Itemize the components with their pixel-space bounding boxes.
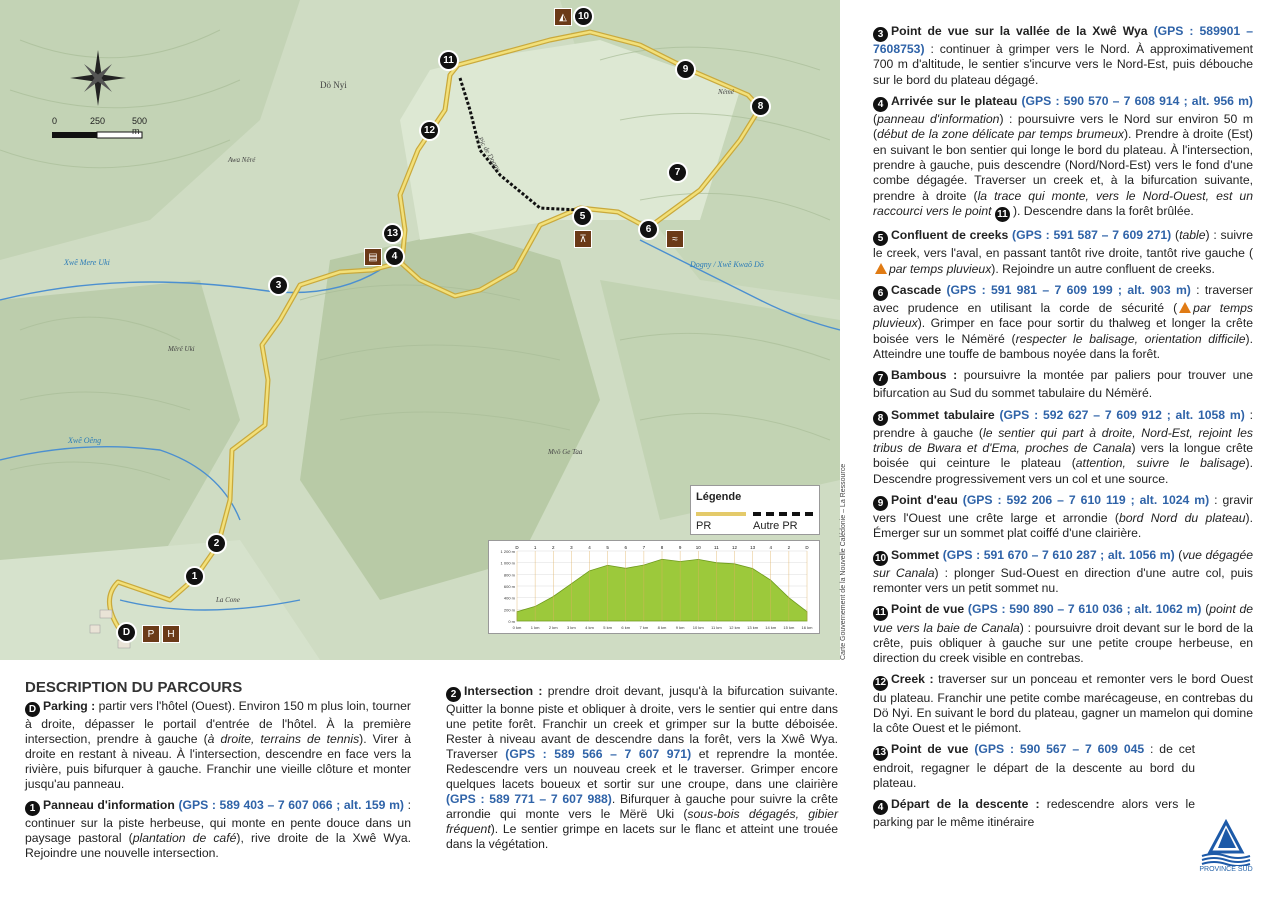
step-6: 6 Cascade (GPS : 591 981 – 7 609 199 ; alt. 903 m) : traverser avec prudence en utilisant la corde de sécurité ( par temps pluvieux). Grimper en face pour sortir du thalweg et longer la crête boisée vers le Némëré (respecter le balisage, orientation difficile). Atteindre une touffe de bambous noyée dans la forêt. bbox=[873, 282, 1253, 361]
profile-x-tick: 7 km bbox=[639, 625, 649, 630]
step-13: 13 Point de vue (GPS : 590 567 – 7 609 045 : de cet endroit, regagner le départ de la descente au bord du plateau. bbox=[873, 742, 1195, 790]
scale-bar bbox=[52, 132, 142, 138]
elevation-profile bbox=[488, 540, 820, 634]
step-1: 1 Panneau d'information (GPS : 589 403 – 7 607 066 ; alt. 159 m) : continuer sur la piste herbeuse, qui monte en pente douce dans un paysage pastoral (plantation de café), rive droite de la Xwê Wya. Rejoindre une nouvelle intersection. bbox=[25, 798, 411, 860]
warning-icon bbox=[1179, 302, 1191, 313]
legend-swatch-autre-pr bbox=[753, 512, 813, 516]
step-5: 5 Confluent de creeks (GPS : 591 587 – 7 609 271) (table) : suivre le creek, vers l'aval, en passant tantôt rive droite, tantôt rive gauche (par temps pluvieux). Rejoindre un autre confluent de creeks. bbox=[873, 228, 1253, 276]
profile-x-tick: 6 km bbox=[621, 625, 631, 630]
picnic-table-icon: ⊼ bbox=[574, 230, 592, 248]
profile-y-tick: 1 000 m bbox=[500, 560, 515, 566]
step-2: 2 Intersection : prendre droit devant, jusqu'à la bifurcation suivante. Quitter la bonne piste et obliquer à droite, vers le sentier qui entre dans une petite forêt. Franchir un creek et grimper sur la butte déboisée. Rester à niveau avant de descendre dans la forêt, vers la Xwê Wya. Traverser (GPS : 589 566 – 7 607 971) et reprendre la montée. Redescendre vers un nouveau creek et le traverser. Grimper encore quelques lacets boueux et sortir sur une croupe, dans une clairière (GPS : 589 771 – 7 607 988). Bifurquer à gauche pour suivre la crête arrondie qui monte vers le Mërë Uki (sous-bois dégagés, gibier fréquent). Le sentier grimpe en lacets sur le flanc et atteint une trouée dans la végétation. bbox=[446, 684, 839, 851]
profile-point-label: 11 bbox=[714, 545, 719, 550]
marker-6[interactable]: 6 bbox=[640, 221, 657, 238]
place-do-nyi: Dö Nyi bbox=[320, 80, 347, 90]
step-9: 9 Point d'eau (GPS : 592 206 – 7 610 119 ; alt. 1024 m) : gravir vers l'Ouest une crête large et arrondie (bord Nord du plateau). Émerger sur un sommet plat coiffé d'une clairière. bbox=[873, 492, 1254, 541]
place-mo-ge-tae: Mvö Ge Taa bbox=[548, 448, 583, 456]
marker-10[interactable]: 10 bbox=[575, 8, 592, 25]
place-mere-uki: Mërë Uki bbox=[168, 345, 195, 353]
marker-11[interactable]: 11 bbox=[440, 52, 457, 69]
profile-x-tick: 8 km bbox=[657, 625, 667, 630]
profile-point-label: 4 bbox=[588, 545, 591, 550]
marker-d[interactable]: D bbox=[118, 624, 135, 641]
profile-point-label: 12 bbox=[731, 545, 738, 550]
profile-y-tick: 200 m bbox=[503, 607, 515, 613]
marker-9[interactable]: 9 bbox=[677, 61, 694, 78]
warning-icon bbox=[875, 263, 887, 274]
profile-point-label: 7 bbox=[642, 545, 646, 550]
step-3: 3 Point de vue sur la vallée de la Xwê Wya (GPS : 589901 – 7608753) : continuer à grimper vers le Nord. À approximativement 700 m d'altitude, le sentier s'incurve vers le Nord-Est, puis débouche sur le bord du plateau dégagé. bbox=[873, 24, 1253, 87]
description-col-3 bbox=[873, 24, 1253, 837]
legend-title: Légende bbox=[696, 491, 742, 503]
profile-x-tick: 14 km bbox=[765, 625, 777, 630]
legend-label-autre-pr: Autre PR bbox=[753, 520, 798, 532]
step-8: 8 Sommet tabulaire (GPS : 592 627 – 7 609 912 ; alt. 1058 m) : prendre à gauche (le sentier qui part à droite, Nord-Est, rejoint les tribus de Bwara et d'Ema, proches de Canala) vers la longue crête boisée qui ceinture le plateau (attention, suivre le balisage). Descendre progressivement vers un col et une source. bbox=[873, 407, 1253, 486]
hotel-icon: H bbox=[162, 625, 180, 643]
topographic-map bbox=[0, 0, 840, 660]
marker-13[interactable]: 13 bbox=[384, 225, 401, 242]
scale-label-0: 0 bbox=[52, 116, 58, 126]
profile-x-tick: 12 km bbox=[729, 625, 740, 630]
info-panel-icon: ▤ bbox=[364, 248, 382, 266]
profile-point-label: D bbox=[805, 545, 809, 550]
step-d: D Parking : partir vers l'hôtel (Ouest). Environ 150 m plus loin, tourner à droite, dépasser le portail d'entrée de l'hôtel. À la première intersection, prendre à gauche (à droite, terrains de tennis). Virer à droite en restant à niveau. À l'intersection, descendre en face vers la rivière, puis bifurquer à gauche. Franchir une vieille clôture et monter jusqu'au panneau. bbox=[25, 699, 411, 791]
profile-x-tick: 0 km bbox=[512, 625, 522, 630]
profile-x-tick: 9 km bbox=[675, 625, 685, 630]
marker-1[interactable]: 1 bbox=[186, 568, 203, 585]
waterfall-icon: ≈ bbox=[666, 230, 684, 248]
profile-y-tick: 1 200 m bbox=[500, 549, 515, 554]
profile-point-label: 6 bbox=[624, 545, 628, 550]
marker-badge-d: D bbox=[25, 702, 40, 717]
step-10: 10 Sommet (GPS : 591 670 – 7 610 287 ; alt. 1056 m) (vue dégagée sur Canala) : plonger Sud-Ouest en direction d'une autre col, puis remonter vers un petit sommet nu. bbox=[873, 547, 1254, 596]
profile-x-tick: 3 km bbox=[567, 625, 576, 630]
marker-5[interactable]: 5 bbox=[574, 208, 591, 225]
place-pic-dogny: Pic de Dogny bbox=[476, 135, 503, 173]
map-credit: Carte Gouvernement de la Nouvelle Calédonie – La Ressource bbox=[840, 463, 847, 660]
profile-point-label: 5 bbox=[606, 545, 609, 550]
profile-y-tick: 0 m bbox=[508, 619, 515, 624]
profile-point-label: 2 bbox=[551, 545, 555, 550]
profile-y-tick: 400 m bbox=[503, 595, 515, 601]
place-awe-nere: Awa Nêré bbox=[228, 156, 256, 164]
step-7: 7 Bambous : poursuivre la montée par paliers pour trouver une bifurcation au Sud du sommet tabulaire du Némëré. bbox=[873, 368, 1253, 401]
profile-x-tick: 2 km bbox=[548, 625, 558, 630]
river-xwe-oeng: Xwê Oêng bbox=[68, 436, 102, 445]
marker-2[interactable]: 2 bbox=[208, 535, 225, 552]
step-12: 12 Creek : traverser sur un ponceau et remonter vers le bord Ouest du plateau. Franchir une petite combe marécageuse, en contrebas du Dö Nyi. En suivant le bord du plateau, gagner un mamelon qui domine la côte Ouest et le piémont. bbox=[873, 672, 1254, 736]
elevation-profile-chart bbox=[489, 541, 819, 633]
profile-x-tick: 10 km bbox=[692, 625, 704, 630]
step-4-descent: 4 Départ de la descente : redescendre alors vers le parking par le même itinéraire bbox=[873, 797, 1195, 830]
scale-label-250: 250 bbox=[90, 116, 106, 126]
profile-point-label: 13 bbox=[750, 545, 756, 550]
profile-x-tick: 15 km bbox=[783, 625, 795, 630]
description-col-2 bbox=[446, 684, 838, 858]
profile-x-tick: 16 km bbox=[801, 625, 813, 630]
profile-point-label: 2 bbox=[787, 545, 791, 550]
parking-icon: P bbox=[142, 625, 160, 643]
viewpoint-icon: ◭ bbox=[554, 8, 572, 26]
profile-x-tick: 4 km bbox=[585, 625, 594, 630]
profile-point-label: 3 bbox=[570, 545, 573, 550]
profile-x-tick: 11 km bbox=[711, 625, 722, 630]
profile-x-tick: 5 km bbox=[603, 625, 612, 630]
profile-x-tick: 1 km bbox=[530, 625, 540, 630]
marker-3[interactable]: 3 bbox=[270, 277, 287, 294]
province-sud-logo-icon bbox=[1196, 818, 1256, 866]
river-xwe-mere-uki: Xwê Mere Uki bbox=[64, 258, 110, 267]
step-11: 11 Point de vue (GPS : 590 890 – 7 610 036 ; alt. 1062 m) (point de vue vers la baie de Canala) : poursuivre droit devant sur le bord de la crête, puis obliquer à gauche sur une petite croupe herbeuse, en direction du creek visible en contrebas. bbox=[873, 602, 1254, 666]
description-col-1 bbox=[25, 680, 411, 867]
scale-label-500: 500 m bbox=[132, 116, 148, 136]
profile-y-tick: 800 m bbox=[503, 572, 515, 578]
legend-label-pr: PR bbox=[696, 520, 712, 532]
step-4: 4 Arrivée sur le plateau (GPS : 590 570 – 7 608 914 ; alt. 956 m) (panneau d'information) : poursuivre vers le Nord sur environ 50 m (début de la zone délicate par temps brumeux). Prendre à droite (Est) en suivant le bon sentier qui longe le bord du plateau. À l'intersection, prendre à gauche, puis descendre (Nord/Nord-Est) vers le fond d'une combe dégagée. Traverser un creek et, à la bifurcation suivante, prendre à droite (la trace qui monte, vers le Nord-Ouest, est un raccourci vers le point 11 ). Descendre dans la forêt brûlée. bbox=[873, 94, 1253, 222]
province-sud-logo bbox=[1196, 818, 1256, 878]
description-title: DESCRIPTION DU PARCOURS bbox=[25, 679, 243, 696]
marker-7[interactable]: 7 bbox=[669, 164, 686, 181]
marker-4[interactable]: 4 bbox=[386, 248, 403, 265]
province-sud-caption: PROVINCE SUD bbox=[1199, 866, 1253, 873]
profile-point-label: 4 bbox=[769, 545, 773, 550]
profile-point-label: 8 bbox=[660, 545, 664, 550]
profile-point-label: 1 bbox=[533, 545, 537, 550]
profile-point-label: 9 bbox=[678, 545, 682, 550]
marker-12[interactable]: 12 bbox=[421, 122, 438, 139]
profile-x-tick: 13 km bbox=[747, 625, 759, 630]
river-dogny: Dogny / Xwê Kwaô Dõ bbox=[690, 260, 764, 269]
marker-8[interactable]: 8 bbox=[752, 98, 769, 115]
profile-point-label: D bbox=[515, 545, 519, 550]
place-nemere: Némé bbox=[718, 88, 734, 96]
place-la-cone: La Cone bbox=[216, 596, 240, 604]
map-legend bbox=[690, 485, 820, 535]
profile-point-label: 10 bbox=[695, 545, 701, 550]
legend-swatch-pr bbox=[696, 512, 746, 516]
profile-y-tick: 600 m bbox=[503, 584, 515, 589]
